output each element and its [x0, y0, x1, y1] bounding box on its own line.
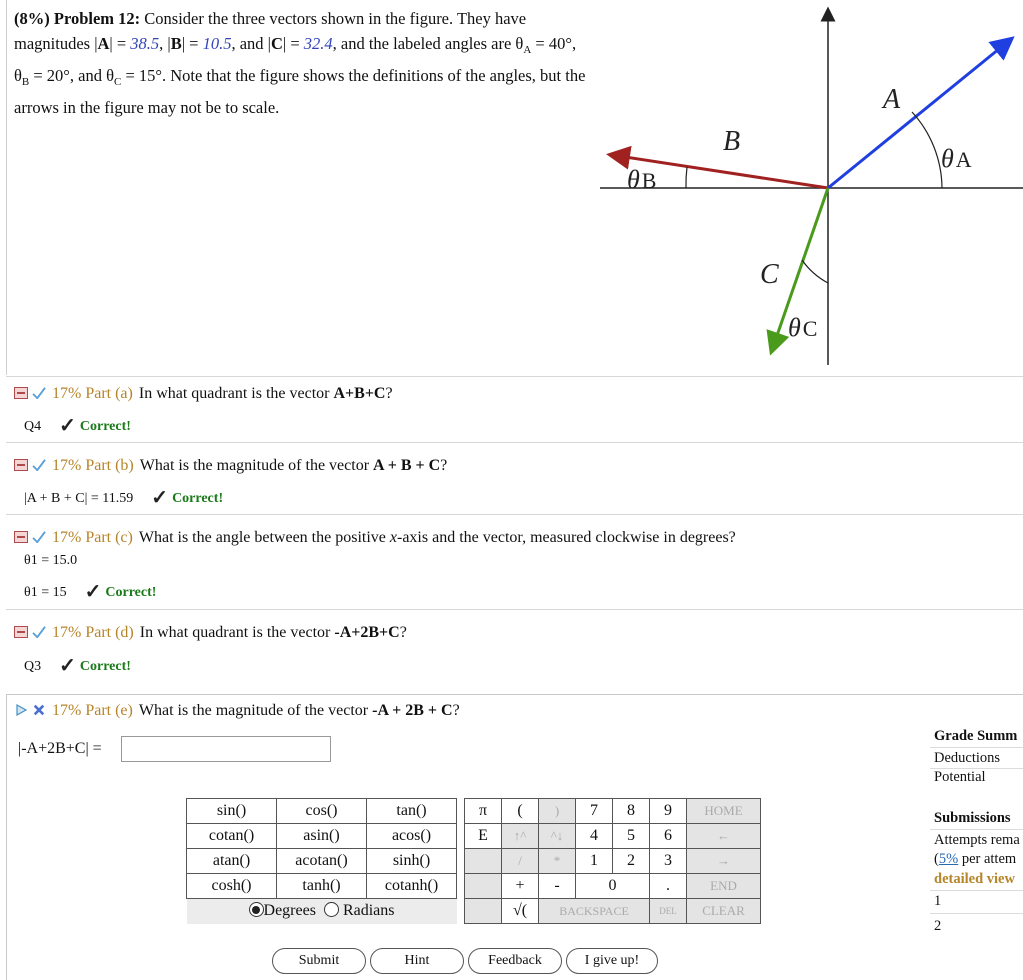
check-icon [32, 531, 46, 543]
key-0[interactable]: 0 [576, 874, 650, 899]
divider [6, 376, 1023, 377]
key-acos[interactable]: acos() [367, 824, 457, 849]
key-7[interactable]: 7 [576, 799, 613, 824]
submission-row: 2 [934, 918, 942, 934]
checkmark-icon: ✓ [59, 415, 76, 437]
theta-c-label: θC [788, 313, 818, 342]
part-c-previous: θ1 = 15.0 [24, 553, 78, 568]
grade-summary-title: Grade Summ [934, 728, 1018, 744]
problem-statement: (8%) Problem 12: Consider the three vectors shown in the figure. They have magnitudes |A| = 38.5, |B| = 10.5, and |C| = 32.4, and the labeled angles are $\theta_A = 40^\circ$, $\theta_B = 20^\circ$, and $\theta_C = 15^\circ$. Note that the figure shows the definitions of the angles, but the arrows in the figure may not be to scale. [14, 9, 586, 117]
key-asin[interactable]: asin() [277, 824, 367, 849]
key-3[interactable]: 3 [650, 849, 687, 874]
attempts-remaining: Attempts rema [934, 832, 1020, 848]
key-home[interactable]: HOME [687, 799, 761, 824]
theta-b-arc [686, 167, 687, 188]
check-icon [32, 626, 46, 638]
part-b-question: 17% Part (b) What is the magnitude of the vector A + B + C? [14, 457, 447, 475]
key-lparen[interactable]: ( [502, 799, 539, 824]
label-a: A [883, 84, 901, 115]
cross-icon [32, 704, 46, 716]
divider [6, 514, 1023, 515]
key-del[interactable]: DEL [650, 899, 687, 924]
answer-input[interactable] [121, 736, 331, 762]
degrees-radio[interactable] [249, 902, 264, 917]
key-atan[interactable]: atan() [187, 849, 277, 874]
part-c-label: 17% Part (c) [52, 529, 133, 546]
part-d-label: 17% Part (d) [52, 624, 134, 641]
key-sinh[interactable]: sinh() [367, 849, 457, 874]
part-b-answer: |A + B + C| = 11.59 ✓ Correct! [24, 487, 224, 509]
divider [6, 609, 1023, 610]
collapse-icon[interactable] [14, 459, 28, 471]
grade-deductions: Deductions [934, 750, 1001, 766]
key-cosh[interactable]: cosh() [187, 874, 277, 899]
key-sin[interactable]: sin() [187, 799, 277, 824]
submission-row: 1 [934, 893, 942, 909]
feedback-button[interactable]: Feedback [468, 948, 562, 974]
status-correct: Correct! [79, 419, 131, 434]
key-plus[interactable]: + [502, 874, 539, 899]
magnitude-c: 32.4 [303, 34, 333, 53]
key-rparen[interactable]: ) [539, 799, 576, 824]
check-icon [32, 459, 46, 471]
key-blank [465, 849, 502, 874]
key-up[interactable]: ↑^ [502, 824, 539, 849]
checkmark-icon: ✓ [59, 655, 76, 677]
part-d-question: 17% Part (d) In what quadrant is the vector -A+2B+C? [14, 624, 407, 642]
key-divide[interactable]: / [502, 849, 539, 874]
collapse-icon[interactable] [14, 531, 28, 543]
radians-radio[interactable] [324, 902, 339, 917]
key-tan[interactable]: tan() [367, 799, 457, 824]
key-left-arrow[interactable]: ← [687, 824, 761, 849]
key-1[interactable]: 1 [576, 849, 613, 874]
part-c-question: 17% Part (c) What is the angle between the positive x-axis and the vector, measured clockwise in degrees? [14, 529, 736, 547]
magnitude-a: 38.5 [130, 34, 160, 53]
per-attempt-deduction: (5% per attem [934, 851, 1017, 867]
key-blank [465, 874, 502, 899]
vector-figure [590, 0, 1023, 375]
checkmark-icon: ✓ [84, 581, 102, 603]
hint-button[interactable]: Hint [370, 948, 464, 974]
problem-header: (8%) Problem 12: [14, 9, 141, 28]
key-dot[interactable]: . [650, 874, 687, 899]
label-b: B [723, 126, 741, 157]
key-down[interactable]: ^↓ [539, 824, 576, 849]
theta-a-label: θA [941, 144, 972, 173]
part-e-label: 17% Part (e) [52, 702, 133, 719]
key-blank [465, 899, 502, 924]
key-e[interactable]: E [465, 824, 502, 849]
theta-b-label: θB [627, 165, 657, 194]
collapse-icon[interactable] [14, 626, 28, 638]
vector-a-arrow [828, 40, 1010, 188]
key-pi[interactable]: π [465, 799, 502, 824]
part-b-label: 17% Part (b) [52, 457, 134, 474]
answer-label: |-A+2B+C| = [18, 740, 102, 757]
part-a-label: 17% Part (a) [52, 385, 133, 402]
play-icon[interactable] [14, 704, 28, 716]
part-e-question: 17% Part (e) What is the magnitude of the vector -A + 2B + C? [14, 702, 460, 720]
angle-mode: Degrees Radians [187, 899, 457, 924]
grade-potential: Potential [934, 769, 986, 785]
status-correct: Correct! [172, 491, 224, 506]
key-sqrt[interactable]: √( [502, 899, 539, 924]
label-c: C [760, 259, 779, 290]
key-4[interactable]: 4 [576, 824, 613, 849]
key-multiply[interactable]: * [539, 849, 576, 874]
part-a-answer: Q4 ✓ Correct! [24, 415, 131, 437]
detailed-view-link[interactable]: detailed view [934, 871, 1015, 887]
key-cos[interactable]: cos() [277, 799, 367, 824]
collapse-icon[interactable] [14, 387, 28, 399]
submissions-title: Submissions [934, 810, 1011, 826]
submit-button[interactable]: Submit [272, 948, 366, 974]
key-6[interactable]: 6 [650, 824, 687, 849]
key-acotan[interactable]: acotan() [277, 849, 367, 874]
checkmark-icon: ✓ [151, 487, 169, 509]
key-cotanh[interactable]: cotanh() [367, 874, 457, 899]
give-up-button[interactable]: I give up! [566, 948, 658, 974]
theta-c-arc [802, 260, 828, 283]
key-2[interactable]: 2 [613, 849, 650, 874]
part-d-answer: Q3 ✓ Correct! [24, 655, 131, 677]
calculator-keypad [186, 798, 761, 924]
left-border [6, 0, 7, 375]
key-cotan[interactable]: cotan() [187, 824, 277, 849]
key-8[interactable]: 8 [613, 799, 650, 824]
key-minus[interactable]: - [539, 874, 576, 899]
key-clear[interactable]: CLEAR [687, 899, 761, 924]
key-end[interactable]: END [687, 874, 761, 899]
key-5[interactable]: 5 [613, 824, 650, 849]
theta-a-arc [912, 112, 942, 188]
key-tanh[interactable]: tanh() [277, 874, 367, 899]
part-a-question: 17% Part (a) In what quadrant is the vector A+B+C? [14, 385, 393, 403]
magnitude-b: 10.5 [202, 34, 232, 53]
divider [6, 442, 1023, 443]
key-9[interactable]: 9 [650, 799, 687, 824]
key-backspace[interactable]: BACKSPACE [539, 899, 650, 924]
key-right-arrow[interactable]: → [687, 849, 761, 874]
part-c-answer: θ1 = 15 ✓ Correct! [24, 581, 157, 603]
status-correct: Correct! [105, 585, 157, 600]
check-icon [32, 387, 46, 399]
status-correct: Correct! [79, 659, 131, 674]
